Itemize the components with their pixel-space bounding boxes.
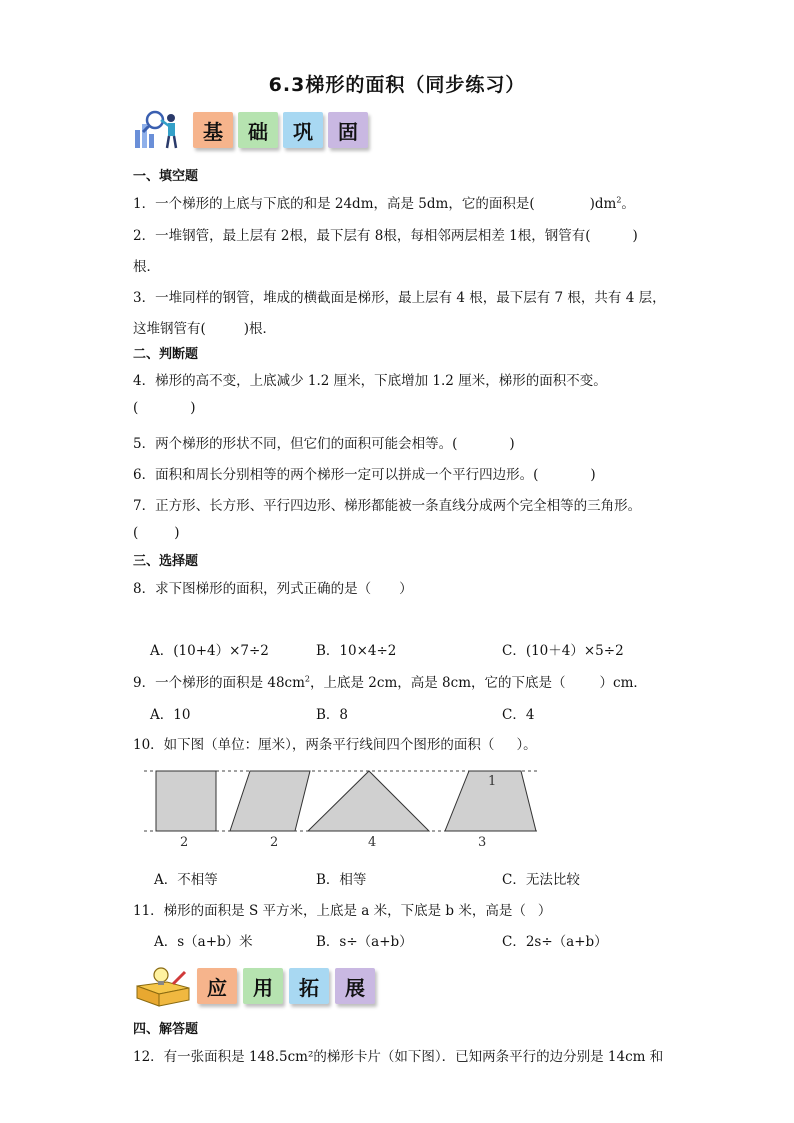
figure-label: 2 — [180, 835, 189, 850]
question-text: 5．两个梯形的形状不同，但它们的面积可能会相等。( — [133, 436, 458, 452]
question-text: 6．面积和周长分别相等的两个梯形一定可以拼成一个平行四边形。( — [133, 467, 539, 483]
question-3: 3．一堆同样的钢管，堆成的横截面是梯形，最上层有 4 根，最下层有 7 根，共有 4 层， — [133, 290, 666, 306]
question-text: ）。 — [516, 737, 537, 753]
banner-tile: 应 — [197, 968, 237, 1004]
question-text: 1．一个梯形的上底与下底的和是 24dm，高是 5dm，它的面积是( — [133, 196, 535, 212]
question-text: ，上底是 2cm，高是 8cm，它的下底是（ — [310, 675, 566, 691]
banner-tile: 础 — [238, 112, 278, 148]
section-banner-basic — [133, 108, 393, 152]
triangle-shape — [308, 771, 429, 831]
banner-tile: 展 — [335, 968, 375, 1004]
option-a[interactable]: A．10 — [150, 707, 191, 723]
option-a[interactable]: A．不相等 — [154, 872, 218, 888]
question-text: ） — [537, 903, 552, 919]
option-a[interactable]: A．s（a+b）米 — [154, 934, 253, 950]
figure-label: 4 — [368, 835, 377, 850]
superscript: 2 — [304, 674, 311, 684]
page-title: 6.3梯形的面积（同步练习） — [268, 74, 526, 96]
question-text: 2．一堆钢管，最上层有 2根，最下层有 8根，每相邻两层相差 1根，钢管有( — [133, 228, 591, 244]
question-text: 。 — [621, 196, 635, 212]
question-6 — [133, 463, 596, 483]
question-text: ( — [133, 525, 139, 541]
option-a[interactable]: A．(10+4）×7÷2 — [150, 643, 269, 659]
banner-tile: 用 — [243, 968, 283, 1004]
lightbulb-box-icon — [133, 964, 195, 1008]
question-text: ）cm． — [599, 675, 647, 691]
question-12: 12．有一张面积是 148.5cm²的梯形卡片（如下图）．已知两条平行的边分别是 14cm 和 — [133, 1049, 664, 1065]
section-banner-extension — [133, 964, 393, 1008]
question-text: )根． — [243, 321, 277, 337]
question-text: ( — [133, 400, 139, 416]
question-text: 8．求下图梯形的面积，列式正确的是（ — [133, 581, 372, 597]
question-text: )dm — [589, 196, 617, 212]
question-text: ) — [174, 525, 180, 541]
question-2 — [133, 224, 638, 244]
section-heading: 一、填空题 — [133, 169, 199, 184]
question-3-cont — [133, 317, 276, 337]
option-c[interactable]: C．无法比较 — [502, 872, 580, 888]
question-5 — [133, 432, 515, 452]
option-b[interactable]: B．相等 — [316, 872, 367, 888]
question-1 — [133, 192, 635, 212]
option-b[interactable]: B．10×4÷2 — [316, 643, 397, 659]
question-7: 7．正方形、长方形、平行四边形、梯形都能被一条直线分成两个完全相等的三角形。 — [133, 498, 642, 514]
banner-tile: 拓 — [289, 968, 329, 1004]
superscript: 2 — [616, 195, 622, 205]
parallelogram-shape — [230, 771, 310, 831]
option-b[interactable]: B．s÷（a+b） — [316, 934, 413, 950]
question-8 — [133, 577, 413, 597]
question-text: ) — [509, 436, 515, 452]
section-heading: 三、选择题 — [133, 554, 199, 569]
question-7-answer — [133, 525, 180, 541]
option-c[interactable]: C．(10＋4）×5÷2 — [502, 643, 624, 659]
square-shape — [156, 771, 216, 831]
question-text: 9．一个梯形的面积是 48cm — [133, 675, 305, 691]
banner-tile: 巩 — [283, 112, 323, 148]
parallel-lines-figure — [140, 762, 550, 852]
banner-tile: 固 — [328, 112, 368, 148]
question-text: 11．梯形的面积是 S 平方米，上底是 a 米，下底是 b 米，高是（ — [133, 903, 526, 919]
question-text: ) — [590, 467, 596, 483]
option-c[interactable]: C．4 — [502, 707, 535, 723]
question-text: ) — [190, 400, 196, 416]
figure-label: 1 — [488, 774, 497, 789]
question-4-answer — [133, 400, 196, 416]
question-text: ) — [632, 228, 638, 244]
question-11 — [133, 899, 551, 919]
question-2-cont: 根． — [133, 259, 160, 275]
option-b[interactable]: B．8 — [316, 707, 349, 723]
option-c[interactable]: C．2s÷（a+b） — [502, 934, 608, 950]
person-magnifier-icon — [133, 108, 195, 152]
question-text: 10．如下图（单位：厘米），两条平行线间四个图形的面积（ — [133, 737, 495, 753]
figure-label: 3 — [478, 835, 487, 850]
figure-label: 2 — [270, 835, 279, 850]
section-heading: 四、解答题 — [133, 1022, 199, 1037]
question-10 — [133, 733, 537, 753]
banner-tile: 基 — [193, 112, 233, 148]
question-9 — [133, 671, 647, 691]
section-heading: 二、判断题 — [133, 347, 199, 362]
question-text: 这堆钢管有( — [133, 321, 206, 337]
question-4: 4．梯形的高不变，上底减少 1.2 厘米，下底增加 1.2 厘米，梯形的面积不变。 — [133, 373, 607, 389]
question-text: ） — [399, 581, 413, 597]
